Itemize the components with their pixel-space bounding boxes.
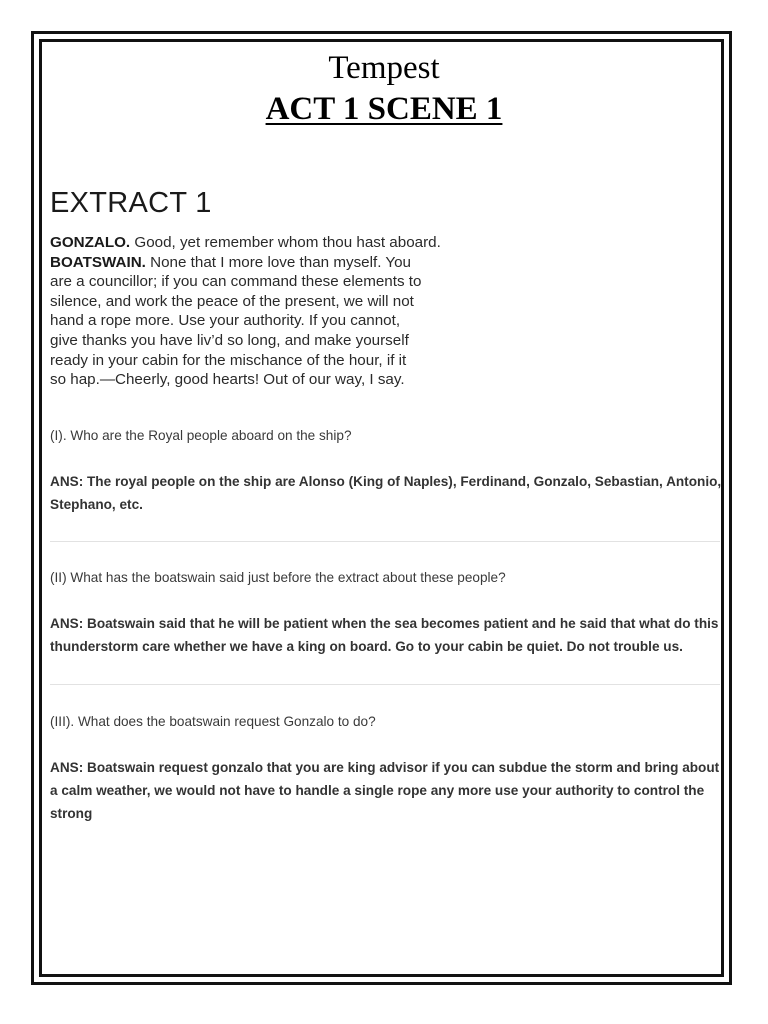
line-text: silence, and work the peace of the present, we will not [50,292,414,310]
extract-line [50,272,490,292]
answer-3: ANS: Boatswain request gonzalo that you are king advisor if you can subdue the storm and bring about a calm weather, we would not have to handle a single rope any more use your authority to control the strong [50,760,720,821]
section-divider [50,684,720,685]
extract-line [50,253,490,273]
extract-line [50,311,490,331]
extract-line [50,370,490,390]
document-title: Tempest [328,50,440,86]
section-divider [50,541,720,542]
extract-line [50,331,490,351]
extract-passage [50,233,490,390]
speaker-name: GONZALO. [50,234,131,251]
extract-heading: EXTRACT 1 [50,187,212,219]
line-text: so hap.—Cheerly, good hearts! Out of our way, I say. [50,371,405,389]
line-text: give thanks you have liv’d so long, and make yourself [50,331,409,349]
extract-line [50,292,490,312]
document-subtitle: ACT 1 SCENE 1 [265,91,503,127]
line-text: Good, yet remember whom thou hast aboard. [130,234,441,251]
line-text: hand a rope more. Use your authority. If you cannot, [50,312,401,330]
extract-line [50,233,490,253]
extract-line [50,351,490,371]
question-3: (III). What does the boatswain request Gonzalo to do? [50,714,376,729]
line-text: None that I more love than myself. You [145,253,411,271]
speaker-name: BOATSWAIN. [50,253,146,271]
question-2: (II) What has the boatswain said just before the extract about these people? [50,570,506,585]
answer-2: ANS: Boatswain said that he will be patient when the sea becomes patient and he said that what do this thunderstorm care whether we have a king on board. Go to your cabin be quiet. Do not trouble us. [50,616,719,654]
line-text: are a councillor; if you can command these elements to [50,273,422,291]
answer-1: ANS: The royal people on the ship are Alonso (King of Naples), Ferdinand, Gonzalo, Sebastian, Antonio, Stephano, etc. [50,474,722,512]
line-text: ready in your cabin for the mischance of the hour, if it [50,351,407,369]
question-1: (I). Who are the Royal people aboard on the ship? [50,428,352,443]
